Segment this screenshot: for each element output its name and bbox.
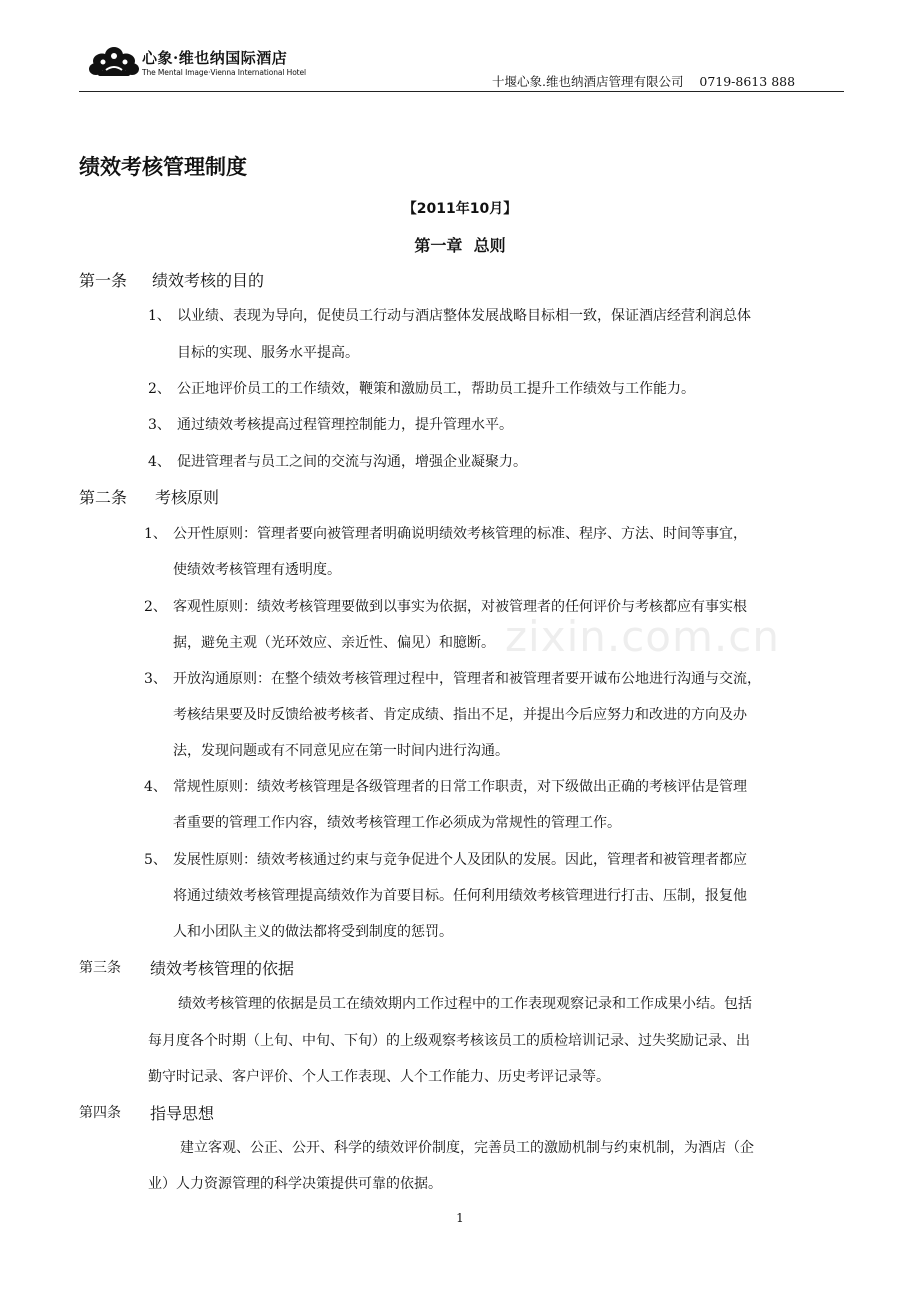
item-line: 将通过绩效考核管理提高绩效作为首要目标。任何利用绩效考核管理进行打击、压制，报复他 xyxy=(173,888,747,904)
article-number: 第二条 xyxy=(79,488,128,507)
item-number: 2、 xyxy=(144,599,167,615)
article-number: 第三条 xyxy=(79,960,121,976)
item-number: 4、 xyxy=(144,779,167,795)
paragraph-line: 每月度各个时期（上旬、中旬、下旬）的上级观察考核该员工的质检培训记录、过失奖励记录、出 xyxy=(148,1033,750,1049)
paragraph-line: 勤守时记录、客户评价、个人工作表现、人个工作能力、历史考评记录等。 xyxy=(148,1069,610,1085)
item-line: 目标的实现、服务水平提高。 xyxy=(177,345,359,361)
paragraph-line: 建立客观、公正、公开、科学的绩效评价制度，完善员工的激励机制与约束机制，为酒店（企 xyxy=(180,1140,754,1156)
item-line: 人和小团队主义的做法都将受到制度的惩罚。 xyxy=(173,924,453,940)
brand-name-english: The Mental Image·Vienna International Hotel xyxy=(142,68,307,77)
document-title: 绩效考核管理制度 xyxy=(79,155,247,179)
item-line: 据，避免主观（光环效应、亲近性、偏见）和臆断。 xyxy=(173,635,495,651)
header-divider xyxy=(79,91,844,92)
item-number: 5、 xyxy=(144,852,167,868)
item-line: 法，发现问题或有不同意见应在第一时间内进行沟通。 xyxy=(173,743,509,759)
item-line: 者重要的管理工作内容，绩效考核管理工作必须成为常规性的管理工作。 xyxy=(173,815,621,831)
item-line: 客观性原则：绩效考核管理要做到以事实为依据，对被管理者的任何评价与考核都应有事实根 xyxy=(173,599,747,615)
item-number: 2、 xyxy=(148,381,171,397)
chapter-title: 第一章 总则 xyxy=(414,236,506,255)
item-line: 以业绩、表现为导向，促使员工行动与酒店整体发展战略目标相一致，保证酒店经营利润总体 xyxy=(177,308,751,324)
page-number: 1 xyxy=(456,1211,464,1225)
item-line: 常规性原则：绩效考核管理是各级管理者的日常工作职责，对下级做出正确的考核评估是管理 xyxy=(173,779,747,795)
item-line: 使绩效考核管理有透明度。 xyxy=(173,562,341,578)
hotel-logo-icon xyxy=(88,44,140,80)
company-info: 十堰心象.维也纳酒店管理有限公司 0719-8613 888 xyxy=(492,74,796,89)
document-date: 【2011年10月】 xyxy=(402,201,518,217)
article-title: 绩效考核管理的依据 xyxy=(150,959,295,978)
item-number: 1、 xyxy=(148,308,171,324)
article-title: 指导思想 xyxy=(150,1104,215,1123)
item-line: 公开性原则：管理者要向被管理者明确说明绩效考核管理的标准、程序、方法、时间等事宜， xyxy=(173,526,747,542)
item-line: 考核结果要及时反馈给被考核者、肯定成绩、指出不足，并提出今后应努力和改进的方向及办 xyxy=(173,707,747,723)
item-line: 促进管理者与员工之间的交流与沟通，增强企业凝聚力。 xyxy=(177,454,527,470)
article-number: 第一条 xyxy=(79,271,128,290)
article-title: 考核原则 xyxy=(155,488,220,507)
item-line: 开放沟通原则：在整个绩效考核管理过程中，管理者和被管理者要开诚布公地进行沟通与交流， xyxy=(173,671,761,687)
item-number: 3、 xyxy=(148,417,171,433)
paragraph-line: 绩效考核管理的依据是员工在绩效期内工作过程中的工作表现观察记录和工作成果小结。包括 xyxy=(178,996,752,1012)
article-number: 第四条 xyxy=(79,1105,121,1121)
article-title: 绩效考核的目的 xyxy=(152,271,265,290)
item-number: 3、 xyxy=(144,671,167,687)
item-line: 公正地评价员工的工作绩效，鞭策和激励员工，帮助员工提升工作绩效与工作能力。 xyxy=(177,381,695,397)
item-number: 1、 xyxy=(144,526,167,542)
item-line: 发展性原则：绩效考核通过约束与竞争促进个人及团队的发展。因此，管理者和被管理者都应 xyxy=(173,852,747,868)
item-number: 4、 xyxy=(148,454,171,470)
watermark: zixin.com.cn xyxy=(505,612,780,661)
paragraph-line: 业）人力资源管理的科学决策提供可靠的依据。 xyxy=(148,1176,442,1192)
brand-name-chinese: 心象·维也纳国际酒店 xyxy=(142,49,288,67)
item-line: 通过绩效考核提高过程管理控制能力，提升管理水平。 xyxy=(177,417,513,433)
